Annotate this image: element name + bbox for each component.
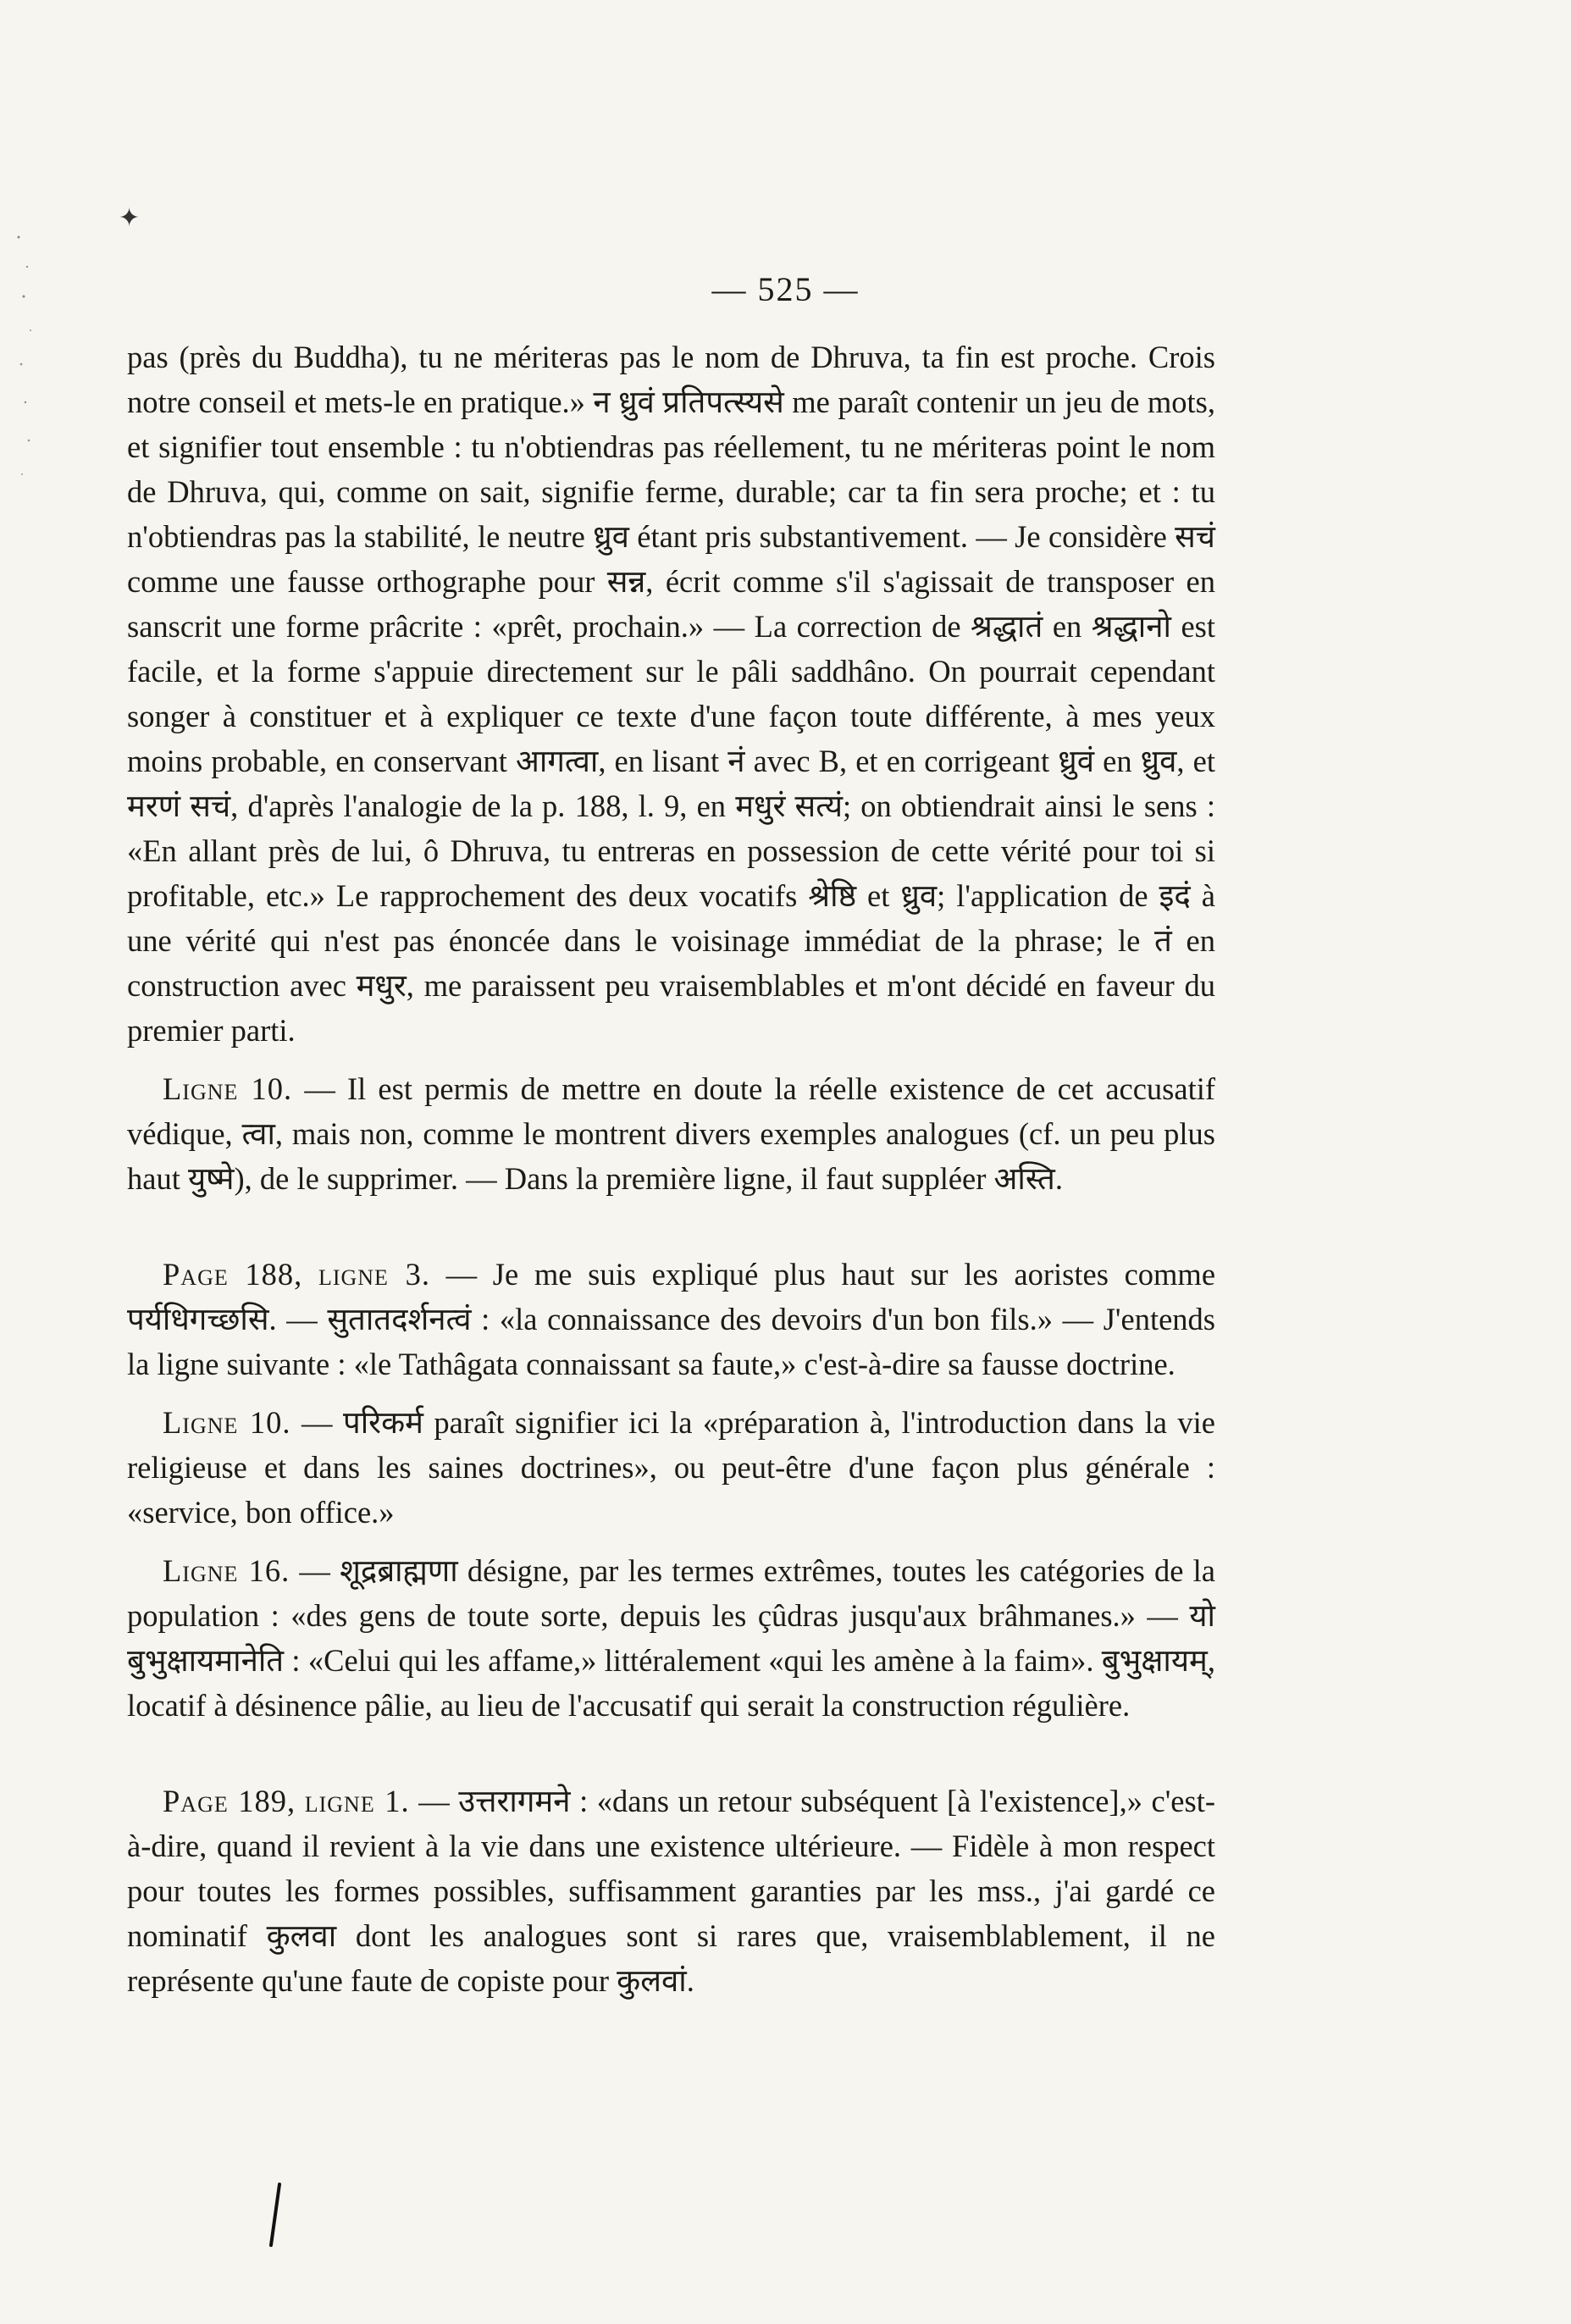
ligne-label: ligne 3. bbox=[318, 1257, 430, 1292]
section-gap bbox=[127, 1201, 1215, 1252]
paragraph-gap bbox=[127, 1535, 1215, 1548]
printer-ornament-mark: ✦ bbox=[119, 204, 141, 232]
paragraph-ligne-16 bbox=[127, 1548, 1215, 1728]
paragraph-ligne-10-b bbox=[127, 1400, 1215, 1535]
ligne-label: Ligne 16. bbox=[163, 1553, 290, 1588]
stray-pen-mark bbox=[267, 2181, 284, 2249]
paragraph-continuation bbox=[127, 335, 1215, 1053]
paragraph-page-188 bbox=[127, 1252, 1215, 1386]
page-label: Page 189, bbox=[163, 1784, 296, 1818]
paragraph-gap bbox=[127, 1053, 1215, 1066]
binding-edge-specks bbox=[8, 220, 42, 491]
paragraph-text: — शूद्रब्राह्मणा désigne, par les termes extrêmes, toutes les catégories de la population : «des gens de toute sorte, depuis les çûdras jusqu'aux brâhmanes.» — यो बुभुक्षायमानेति : «Celui qui les affame,» littéralement «qui les amène à la faim». बुभुक्षायम्, locatif à désinence pâlie, au lieu de l'accusatif qui serait la construction régulière. bbox=[127, 1553, 1216, 1723]
ligne-label: Ligne 10. bbox=[163, 1405, 291, 1440]
paragraph-text: — Il est permis de mettre en doute la réelle existence de cet accusatif védique, त्वा, mais non, comme le montrent divers exemples analogues (cf. un peu plus haut युष्मे), de le supprimer. — Dans la première ligne, il faut suppléer अस्ति. bbox=[127, 1071, 1216, 1196]
paragraph-text: — Je me suis expliqué plus haut sur les aoristes comme पर्यधिगच्छसि. — सुतातदर्शनत्वं : «la connaissance des devoirs d'un bon fils.» — J'entends la ligne suivante : «le Tathâgata connaissant sa faute,» c'est-à-dire sa fausse doctrine. bbox=[127, 1257, 1216, 1381]
paragraph-page-189 bbox=[127, 1779, 1215, 2003]
page-number: — 525 — bbox=[711, 270, 860, 308]
page-label: Page 188, bbox=[163, 1257, 303, 1292]
paragraph-gap bbox=[127, 1386, 1215, 1400]
paragraph-text: pas (près du Buddha), tu ne mériteras pas le nom de Dhruva, ta fin est proche. Crois notre conseil et mets-le en pratique.» न ध्रुवं प्रतिपत्स्यसे me paraît contenir un jeu de mots, et signifier tout ensemble : tu n'obtiendras pas réellement, tu ne mériteras point le nom de Dhruva, qui, comme on sait, signifie ferme, durable; car ta fin sera proche; et : tu n'obtiendras pas la stabilité, le neutre ध्रुव étant pris substantivement. — Je considère सचं comme une fausse orthographe pour सन्न, écrit comme s'il s'agissait de transposer en sanscrit une forme prâcrite : «prêt, prochain.» — La correction de श्रद्धातं en श्रद्धानो est facile, et la forme s'appuie directement sur le pâli saddhâno. On pourrait cependant songer à constituer et à expliquer ce texte d'une façon toute différente, à mes yeux moins probable, en conservant आगत्वा, en lisant नं avec B, et en corrigeant ध्रुवं en ध्रुव, et मरणं सचं, d'après l'analogie de la p. 188, l. 9, en मधुरं सत्यं; on obtiendrait ainsi le sens : «En allant près de lui, ô Dhruva, tu entreras en possession de cette vérité pour toi si profitable, etc.» Le rapprochement des deux vocatifs श्रेष्ठि et ध्रुव; l'application de इदं à une vérité qui n'est pas énoncée dans le voisinage immédiat de la phrase; le तं en construction avec मधुर, me paraissent peu vraisemblables et m'ont décidé en faveur du premier parti. bbox=[127, 340, 1215, 1048]
paragraph-text: — उत्तरागमने : «dans un retour subséquent [à l'existence],» c'est-à-dire, quand il revient à la vie dans une existence ultérieure. — Fidèle à mon respect pour toutes les formes possibles, suffisamment garanties par les mss., j'ai gardé ce nominatif कुलवा dont les analogues sont si rares que, vraisemblablement, il ne représente qu'une faute de copiste pour कुलवां. bbox=[127, 1784, 1216, 1998]
ligne-label: Ligne 10. bbox=[163, 1071, 293, 1106]
paragraph-ligne-10 bbox=[127, 1066, 1215, 1201]
paragraph-text: — परिकर्म paraît signifier ici la «préparation à, l'introduction dans la vie religieuse et dans les saines doctrines», ou peut-être d'une façon plus générale : «service, bon office.» bbox=[127, 1405, 1216, 1530]
section-gap bbox=[127, 1728, 1215, 1779]
main-text-block bbox=[127, 335, 1215, 2003]
ligne-label: ligne 1. bbox=[304, 1784, 410, 1818]
